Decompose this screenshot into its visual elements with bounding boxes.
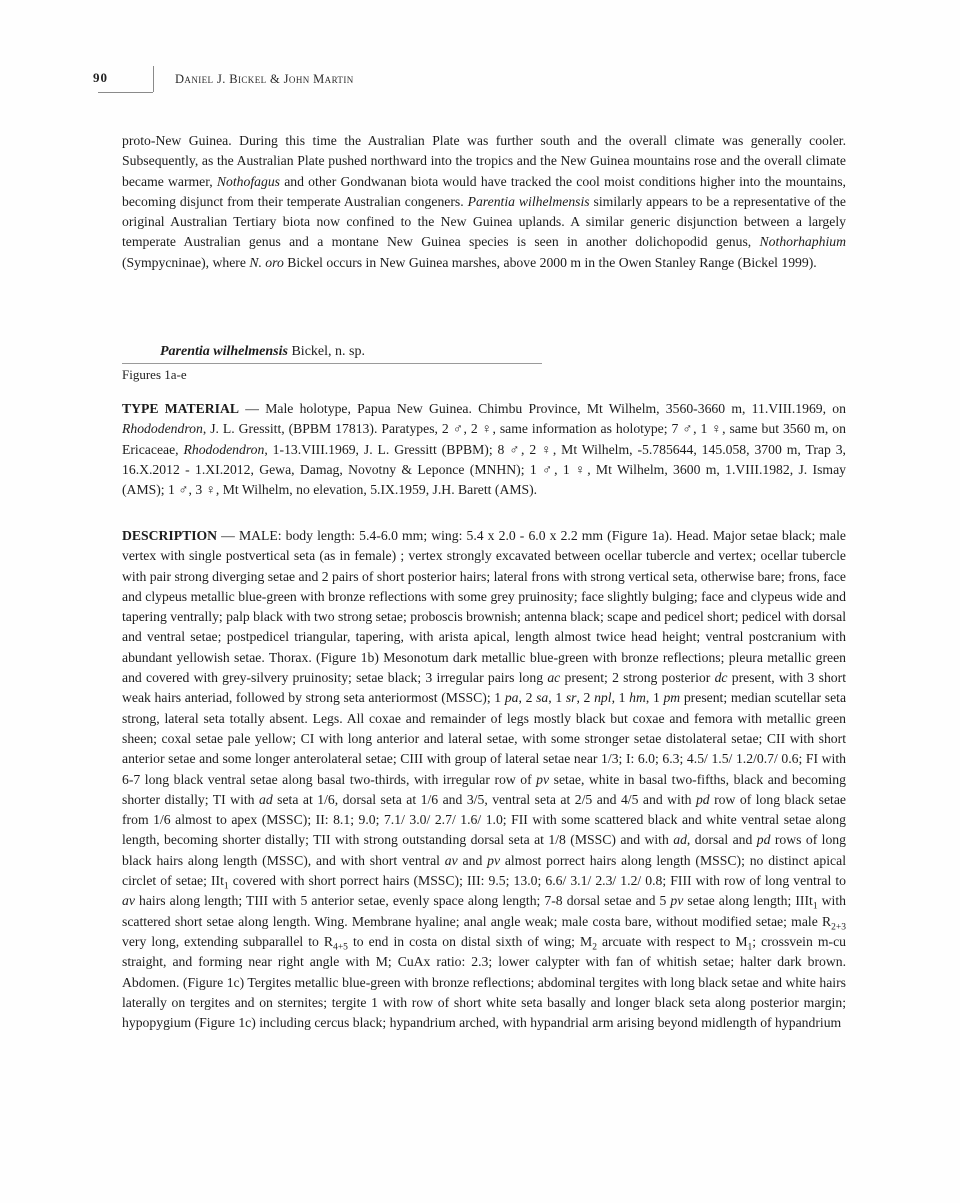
text-segment: , 2	[518, 690, 537, 706]
text-segment: 1	[812, 902, 818, 913]
text-segment: dc	[714, 670, 728, 686]
text-segment: pv	[487, 852, 501, 868]
text-segment: pv	[670, 893, 684, 909]
text-segment: almost porrect hairs along length (MSSC); no distinct apical circlet of setae; IIt	[122, 852, 846, 889]
description-paragraph	[122, 526, 846, 1033]
text-segment: pa	[504, 690, 519, 706]
text-segment: ad	[673, 832, 687, 848]
text-segment: , dorsal and	[686, 832, 757, 848]
text-segment: pm	[663, 690, 681, 706]
running-header	[0, 66, 960, 106]
text-segment: proto-New Guinea. During this time the Australian Plate was further south and the overall climate was generally cooler. Subsequently, as the Australian Plate pushed northward into the tropics and the New Guinea mountains rose and the overall climate became warmer,	[122, 133, 846, 189]
text-segment: TYPE MATERIAL	[122, 401, 240, 416]
text-segment: setae, white in basal two-fifths, black and becoming shorter distally; TI with	[122, 771, 846, 807]
text-segment: 4+5	[333, 942, 348, 953]
header-rule-horizontal	[98, 92, 153, 93]
type-material-paragraph	[122, 399, 846, 500]
text-segment: sr	[565, 690, 577, 706]
text-segment: (Sympycninae), where	[122, 254, 250, 270]
text-segment: present; median scutellar seta strong, lateral seta totally absent. Legs. All coxae and remainder of legs mostly black but coxae and femora with metallic green sheen; coxal setae pale yellow; CI with long anterior and lateral setae, with some stronger setae distolateral setae; CII with short anterior setae and some longer anterolateral setae; CIII with group of lateral setae near 1/3; I: 6.0; 6.3; 4.5/ 1.5/ 1.2/0.7/ 0.6; FI with 6-7 long black ventral setae along basal two-thirds, with irregular row of	[122, 690, 847, 787]
text-segment: pd	[695, 791, 710, 807]
text-segment: and	[457, 852, 488, 868]
text-segment: Rhododendron	[122, 421, 203, 437]
text-segment: present, with 3 short weak hairs anteriad, followed by strong seta anteriormost (MSSC); 1	[122, 670, 846, 706]
text-segment: — Male holotype, Papua New Guinea. Chimbu Province, Mt Wilhelm, 3560-3660 m, 11.VIII.1969, on	[239, 401, 846, 416]
text-segment: present; 2 strong posterior	[560, 670, 715, 686]
text-segment: pd	[756, 832, 771, 848]
text-segment: , 1	[611, 690, 630, 706]
text-segment: to end in costa on distal sixth of wing; M	[347, 933, 593, 949]
text-segment: ac	[547, 670, 561, 686]
text-segment: av	[444, 852, 458, 868]
text-segment: setae along length; IIIt	[683, 893, 813, 909]
text-segment: N. oro	[249, 254, 284, 270]
text-segment: sa	[536, 690, 549, 706]
species-authority: Bickel, n. sp.	[287, 344, 365, 359]
text-segment: Rhododendron	[183, 441, 265, 457]
text-segment: covered with short porrect hairs (MSSC); III: 9.5; 13.0; 6.6/ 3.1/ 2.3/ 1.2/ 0.8; FIII with row of long ventral to	[228, 873, 846, 889]
species-heading	[122, 344, 846, 360]
figures-reference: Figures 1a-e	[122, 367, 187, 382]
text-segment: 1	[223, 881, 229, 892]
text-segment: Bickel occurs in New Guinea marshes, above 2000 m in the Owen Stanley Range (Bickel 1999).	[283, 254, 817, 270]
text-segment: ad	[259, 791, 273, 807]
text-segment: Nothorhaphium	[759, 234, 846, 250]
text-segment: Nothofagus	[216, 173, 280, 189]
text-segment: seta at 1/6, dorsal seta at 1/6 and 3/5, ventral seta at 2/5 and 4/5 and with	[272, 791, 696, 807]
text-segment: ; crossvein m-cu straight, and forming near right angle with M; CuAx ratio: 2.3; lower calypter with fan of whitish setae; halter dark brown. Abdomen. (Figure 1c) Tergites metallic blue-green with bronze reflections; abdominal tergites with long black setae and white hairs laterally on tergites and on sternites; tergite 1 with row of short white seta basally and longer black seta along posterior margin; hypopygium (Figure 1c) including cercus black; hypandrium arched, with hypandrial arm arising beyond midlength of hypandrium	[122, 933, 846, 1031]
text-segment: rows of long black hairs along length (MSSC), and with short ventral	[122, 832, 846, 868]
text-segment: npl	[594, 690, 612, 706]
text-segment: Parentia wilhelmensis	[467, 193, 590, 209]
text-segment: and other Gondwanan biota would have tracked the cool moist conditions higher into the mountains, becoming disjunct from their temperate Australian congeners.	[122, 173, 846, 209]
text-segment: , 1-13.VIII.1969, J. L. Gressitt (BPBM); 8 ♂, 2 ♀, Mt Wilhelm, -5.785644, 145.058, 3700 m, Trap 3, 16.X.2012 - 1.XI.2012, Gewa, Damag, Novotny & Leponce (MNHN); 1 ♂, 1 ♀, Mt Wilhelm, 3600 m, 1.VIII.1982, J. Ismay (AMS); 1 ♂, 3 ♀, Mt Wilhelm, no elevation, 5.IX.1959, J.H. Barett (AMS).	[122, 441, 846, 498]
text-segment: 1	[747, 942, 753, 953]
page-number: 90	[93, 70, 108, 85]
text-segment: , J. L. Gressitt, (BPBM 17813). Paratypes, 2 ♂, 2 ♀, same information as holotype; 7 ♂, 1 ♀, same but 3560 m, on Ericaceae,	[122, 421, 846, 457]
text-segment: , 2	[576, 690, 595, 706]
text-segment: DESCRIPTION	[122, 528, 218, 543]
intro-paragraph	[122, 131, 846, 273]
text-segment: , 1	[645, 690, 664, 706]
text-segment: 2	[592, 942, 597, 953]
text-segment: hairs along length; TIII with 5 anterior setae, evenly space along length; 7-8 dorsal setae and 5	[134, 893, 671, 909]
text-segment: , 1	[548, 690, 566, 706]
text-segment: very long, extending subparallel to R	[122, 933, 334, 949]
species-name: Parentia wilhelmensis	[160, 344, 288, 359]
running-head-authors: Daniel J. Bickel & John Martin	[175, 72, 354, 86]
text-segment: with scattered short setae along length. Wing. Membrane hyaline; anal angle weak; male costa bare, without modified setae; male R	[122, 893, 846, 929]
text-segment: row of long black setae from 1/6 almost to apex (MSSC); II: 8.1; 9.0; 7.1/ 3.0/ 2.7/ 1.6/ 1.0; FII with some scattered black and white ventral setae along length, becoming shorter distally; TII with strong outstanding dorsal seta at 1/8 (MSSC) and with	[122, 791, 846, 848]
species-heading-block	[122, 344, 846, 383]
text-segment: av	[122, 893, 135, 909]
species-heading-rule	[122, 363, 542, 364]
text-segment: arcuate with respect to M	[596, 933, 748, 949]
text-segment: 2+3	[831, 922, 846, 933]
text-segment: pv	[536, 771, 550, 787]
header-rule-vertical	[153, 66, 154, 92]
text-segment: similarly appears to be a representative of the original Australian Tertiary biota now confined to the New Guinea uplands. A similar generic disjunction between a largely temperate Australian genus and a montane New Guinea species is seen in another dolichopodid genus,	[122, 193, 846, 250]
text-segment: — MALE: body length: 5.4-6.0 mm; wing: 5.4 x 2.0 - 6.0 x 2.2 mm (Figure 1a). Head. Major setae black; male vertex with single postvertical seta (as in female) ; vertex strongly excavated between ocellar tubercle and vertex; ocellar tubercle with pair strong diverging setae and 2 pairs of short posterior hairs; lateral frons with strong vertical seta, otherwise bare; frons, face and clypeus metallic blue-green with bronze reflections with some grey pruinosity; face slightly bulging; face and clypeus wide and tapering ventrally; palp black with two strong setae; proboscis brownish; antenna black; scape and pedicel short; pedicel with dorsal and ventral setae; postpedicel triangular, tapering, with arista apical, length almost twice head height; ventral postcranium with abundant yellowish setae. Thorax. (Figure 1b) Mesonotum dark metallic blue-green with bronze reflections; pleura metallic green and covered with grey-silvery pruinosity; setae black; 3 irregular pairs long	[122, 528, 846, 686]
text-segment: hm	[629, 690, 646, 706]
